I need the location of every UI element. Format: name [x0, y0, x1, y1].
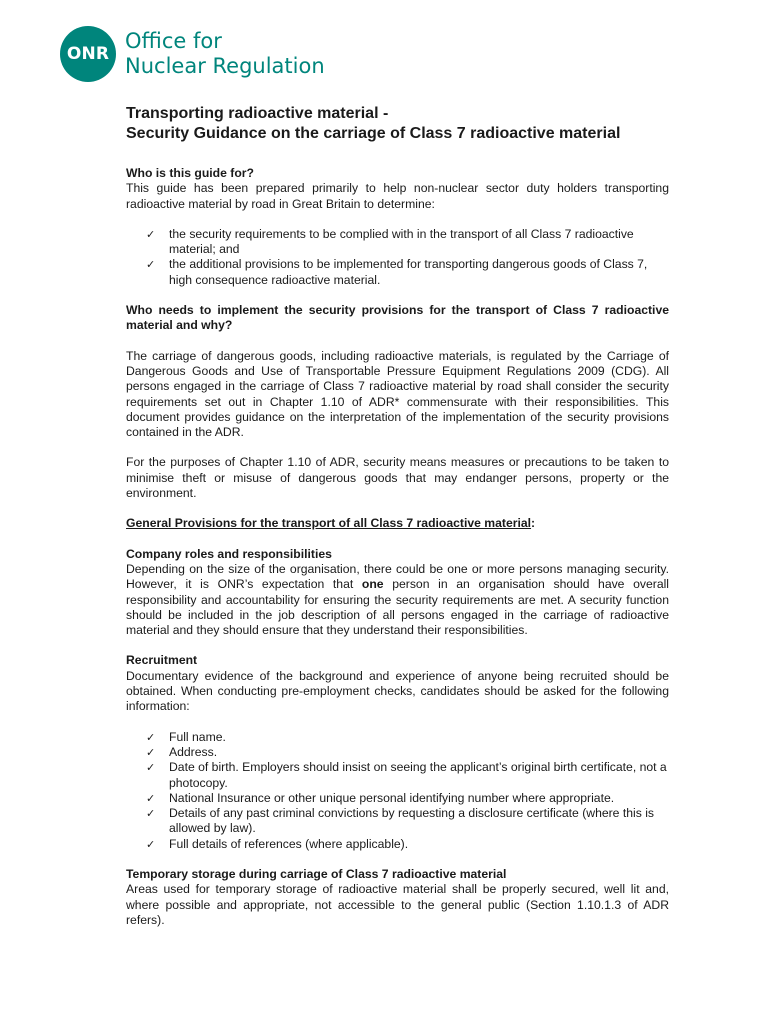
onr-logo-badge: ONR: [60, 26, 116, 82]
section-heading-temporary-storage: Temporary storage during carriage of Class 7 radioactive material: [126, 866, 507, 881]
section-heading-company-roles: Company roles and responsibilities: [126, 546, 332, 561]
document-title: [126, 104, 669, 144]
logo-line-2: Nuclear Regulation: [125, 54, 325, 78]
list-item: ✓ the security requirements to be complied with in the transport of all Class 7 radioactive material; and: [146, 226, 634, 257]
checklist-recruitment: [126, 730, 669, 852]
list-item: ✓ National Insurance or other unique personal identifying number where appropriate.: [146, 790, 615, 805]
section-heading-who-for: Who is this guide for?: [126, 166, 254, 180]
list-item: ✓ Full details of references (where applicable).: [146, 836, 409, 851]
checkmark-icon: ✓: [146, 807, 156, 821]
onr-logo: [60, 26, 325, 82]
checkmark-icon: ✓: [146, 227, 156, 241]
section-heading-who-needs: Who needs to implement the security provisions for the transport of Class 7 radioactive material and why?: [126, 303, 669, 333]
onr-logo-wordmark: [125, 29, 325, 79]
paragraph-carriage-regulation: The carriage of dangerous goods, including radioactive materials, is regulated by the Carriage of Dangerous Goods and Use of Transportable Pressure Equipment Regulations 2009 (CDG). All persons engaged in the carriage of Class 7 radioactive material by road shall consider the security requirements set out in Chapter 1.10 of ADR* commensurate with their responsibilities. This document provides guidance on the interpretation of the implementation of the security provisions contained in the ADR.: [126, 348, 669, 440]
paragraph-temporary-storage: Areas used for temporary storage of radioactive material shall be properly secured, well lit and, where possible and appropriate, not accessible to the general public (Section 1.10.1.3 of ADR refers).: [126, 882, 669, 927]
list-item: ✓ Address.: [146, 744, 218, 759]
list-item: ✓ Details of any past criminal convictions by requesting a disclosure certificate (where this is allowed by law).: [146, 806, 655, 836]
paragraph-company-roles: Depending on the size of the organisation, there could be one or more persons managing security. However, it is ONR’s expectation that one person in an organisation should have overall responsibility and accountability for ensuring the security requirements are met. A security function should be included in the job description of all persons engaged in the carriage of radioactive material and they should ensure that they understand their responsibilities.: [126, 561, 670, 638]
paragraph-security-definition: For the purposes of Chapter 1.10 of ADR, security means measures or precautions to be taken to minimise theft or misuse of dangerous goods that may endanger persons, property or the environment.: [126, 455, 669, 501]
checkmark-icon: ✓: [146, 761, 156, 775]
checkmark-icon: ✓: [146, 745, 156, 759]
list-item: ✓ Date of birth. Employers should insist on seeing the applicant’s original birth certificate, not a photocopy.: [146, 760, 667, 790]
list-item: ✓ Full name.: [146, 729, 226, 744]
title-line-1: Transporting radioactive material -: [126, 105, 389, 122]
list-item: ✓ the additional provisions to be implemented for transporting dangerous goods of Class 7, high consequence radioactive material.: [146, 257, 648, 287]
title-line-2: Security Guidance on the carriage of Class 7 radioactive material: [126, 125, 621, 142]
document-body: [126, 104, 669, 928]
checkmark-icon: ✓: [146, 258, 156, 272]
paragraph-recruitment: Documentary evidence of the background and experience of anyone being recruited should be obtained. When conducting pre-employment checks, candidates should be asked for the following information:: [126, 668, 669, 714]
checkmark-icon: ✓: [146, 837, 156, 851]
section-heading-general-provisions: General Provisions for the transport of all Class 7 radioactive material:: [126, 516, 536, 531]
checklist-purposes: [126, 227, 669, 288]
section-heading-recruitment: Recruitment: [126, 653, 198, 668]
logo-line-1: Office for: [125, 29, 222, 53]
checkmark-icon: ✓: [146, 730, 156, 744]
checkmark-icon: ✓: [146, 791, 156, 805]
paragraph-who-for: This guide has been prepared primarily to help non-nuclear sector duty holders transporting radioactive material by road in Great Britain to determine:: [126, 181, 669, 211]
